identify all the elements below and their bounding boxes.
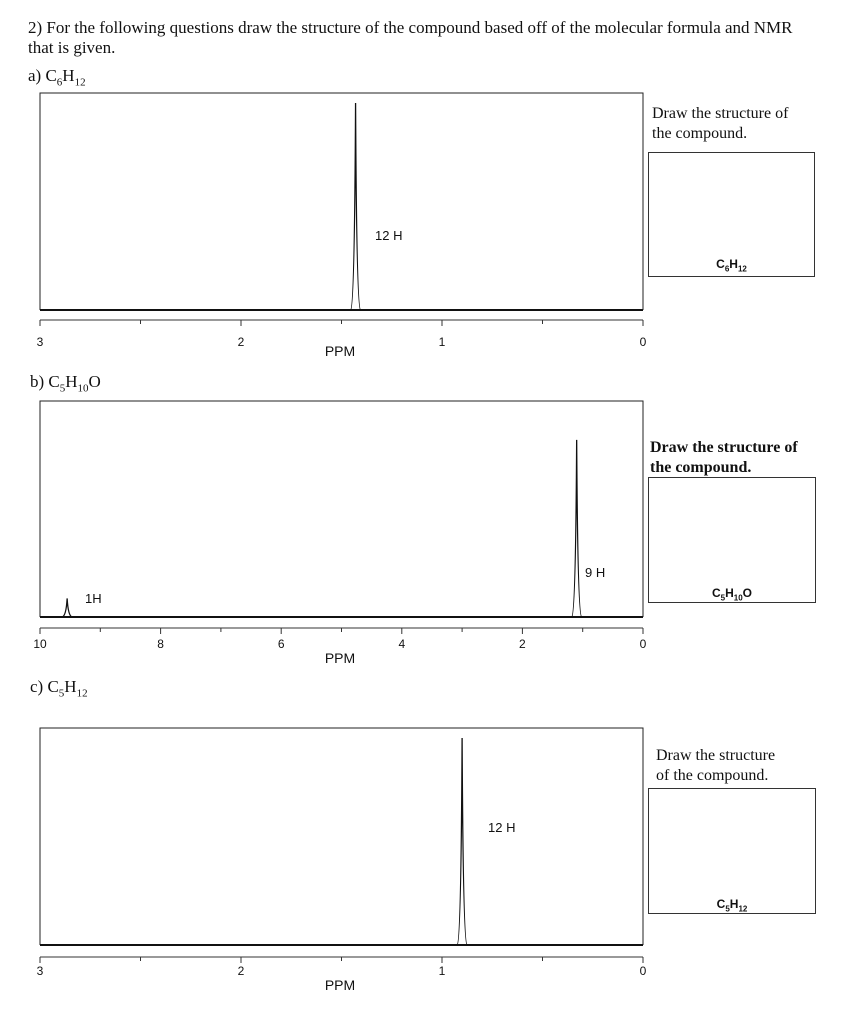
chart-c-peak bbox=[457, 738, 467, 945]
chart-a-tick-label: 0 bbox=[639, 335, 647, 349]
part-b-box-sub2: 10 bbox=[733, 593, 743, 603]
part-a-prompt-line-1: Draw the structure of bbox=[652, 105, 789, 122]
part-b-prefix: b) C bbox=[30, 372, 60, 391]
part-a-sub2: 12 bbox=[74, 76, 86, 89]
chart-a-xlabel: PPM bbox=[324, 343, 356, 359]
chart-c-frame bbox=[40, 728, 643, 945]
part-a-box-formula bbox=[649, 257, 814, 273]
part-b-box-sub1: 5 bbox=[720, 593, 726, 603]
part-c-sub2: 12 bbox=[76, 687, 88, 700]
question-line-2: that is given. bbox=[28, 38, 116, 57]
part-b-prompt-line-2: the compound. bbox=[650, 459, 752, 476]
chart-b-tick-label: 2 bbox=[519, 637, 526, 651]
chart-c-peak-integration-label: 12 H bbox=[488, 820, 516, 835]
chart-c-tick-label: 1 bbox=[438, 964, 446, 978]
part-a-sub1: 6 bbox=[56, 76, 63, 89]
chart-a-tick-label: 1 bbox=[438, 335, 446, 349]
chart-a-frame bbox=[40, 93, 643, 310]
chart-b-tick-label: 4 bbox=[398, 637, 406, 651]
chart-b-peak bbox=[62, 598, 72, 617]
part-b-box-formula bbox=[649, 586, 815, 602]
part-a-box-sub1: 6 bbox=[724, 264, 730, 274]
part-b-mid: H bbox=[65, 372, 78, 391]
part-c-prompt-line-1: Draw the structure bbox=[656, 747, 776, 764]
chart-a-tick-label: 2 bbox=[237, 335, 245, 349]
part-a-mid: H bbox=[62, 66, 75, 85]
part-c-box-sub2: 12 bbox=[738, 904, 748, 914]
chart-b-tick-label: 6 bbox=[277, 637, 285, 651]
part-b-sub2: 10 bbox=[77, 382, 89, 395]
part-b-suffix: O bbox=[88, 372, 101, 391]
chart-b-tick-label: 8 bbox=[157, 637, 164, 651]
chart-c-tick-label: 3 bbox=[36, 964, 44, 978]
part-b-prompt-line-1: Draw the structure of bbox=[650, 439, 798, 456]
part-a-box-c: C bbox=[716, 257, 725, 271]
part-c-sub1: 5 bbox=[58, 687, 65, 700]
part-c-answer-box[interactable] bbox=[648, 788, 816, 914]
part-a-box-sub2: 12 bbox=[737, 264, 747, 274]
part-c-box-sub1: 5 bbox=[725, 904, 730, 914]
chart-b-tick-label: 0 bbox=[639, 637, 647, 651]
chart-b-peak-integration-label: 9 H bbox=[585, 565, 606, 580]
part-a-prompt bbox=[652, 104, 788, 144]
part-a-box-h: H bbox=[729, 257, 738, 271]
part-a-prompt-line-2: the compound. bbox=[652, 125, 748, 142]
part-b-prompt bbox=[650, 438, 798, 478]
part-b-box-suffix: O bbox=[742, 586, 753, 600]
chart-c-xlabel: PPM bbox=[324, 977, 356, 993]
part-c-mid: H bbox=[64, 677, 77, 696]
part-b-box-c: C bbox=[711, 586, 721, 600]
chart-b-frame bbox=[40, 401, 643, 617]
chart-b-peak-integration-label: 1H bbox=[85, 591, 102, 606]
chart-c-tick-label: 0 bbox=[639, 964, 647, 978]
chart-a-tick-label: 3 bbox=[36, 335, 44, 349]
part-b-box-h: H bbox=[725, 586, 734, 600]
chart-b-peak bbox=[572, 440, 582, 617]
part-c-prefix: c) C bbox=[30, 677, 59, 696]
question-line-1: 2) For the following questions draw the structure of the compound based off of the molecular formula and NMR bbox=[28, 18, 793, 37]
part-a-answer-box[interactable] bbox=[648, 152, 815, 277]
part-c-prompt-line-2: of the compound. bbox=[656, 767, 769, 784]
part-c-box-formula bbox=[649, 897, 815, 913]
chart-a-peak bbox=[351, 103, 361, 310]
part-b-sub1: 5 bbox=[59, 382, 66, 395]
part-c-box-h: H bbox=[729, 897, 739, 911]
chart-b-tick-label: 10 bbox=[33, 637, 47, 651]
part-b-answer-box[interactable] bbox=[648, 477, 816, 603]
chart-a-peak-integration-label: 12 H bbox=[375, 228, 403, 243]
part-c-prompt bbox=[656, 746, 775, 786]
part-a-prefix: a) C bbox=[28, 66, 57, 85]
part-c-box-c: C bbox=[716, 897, 726, 911]
chart-b-xlabel: PPM bbox=[324, 650, 356, 666]
chart-c-tick-label: 2 bbox=[237, 964, 245, 978]
